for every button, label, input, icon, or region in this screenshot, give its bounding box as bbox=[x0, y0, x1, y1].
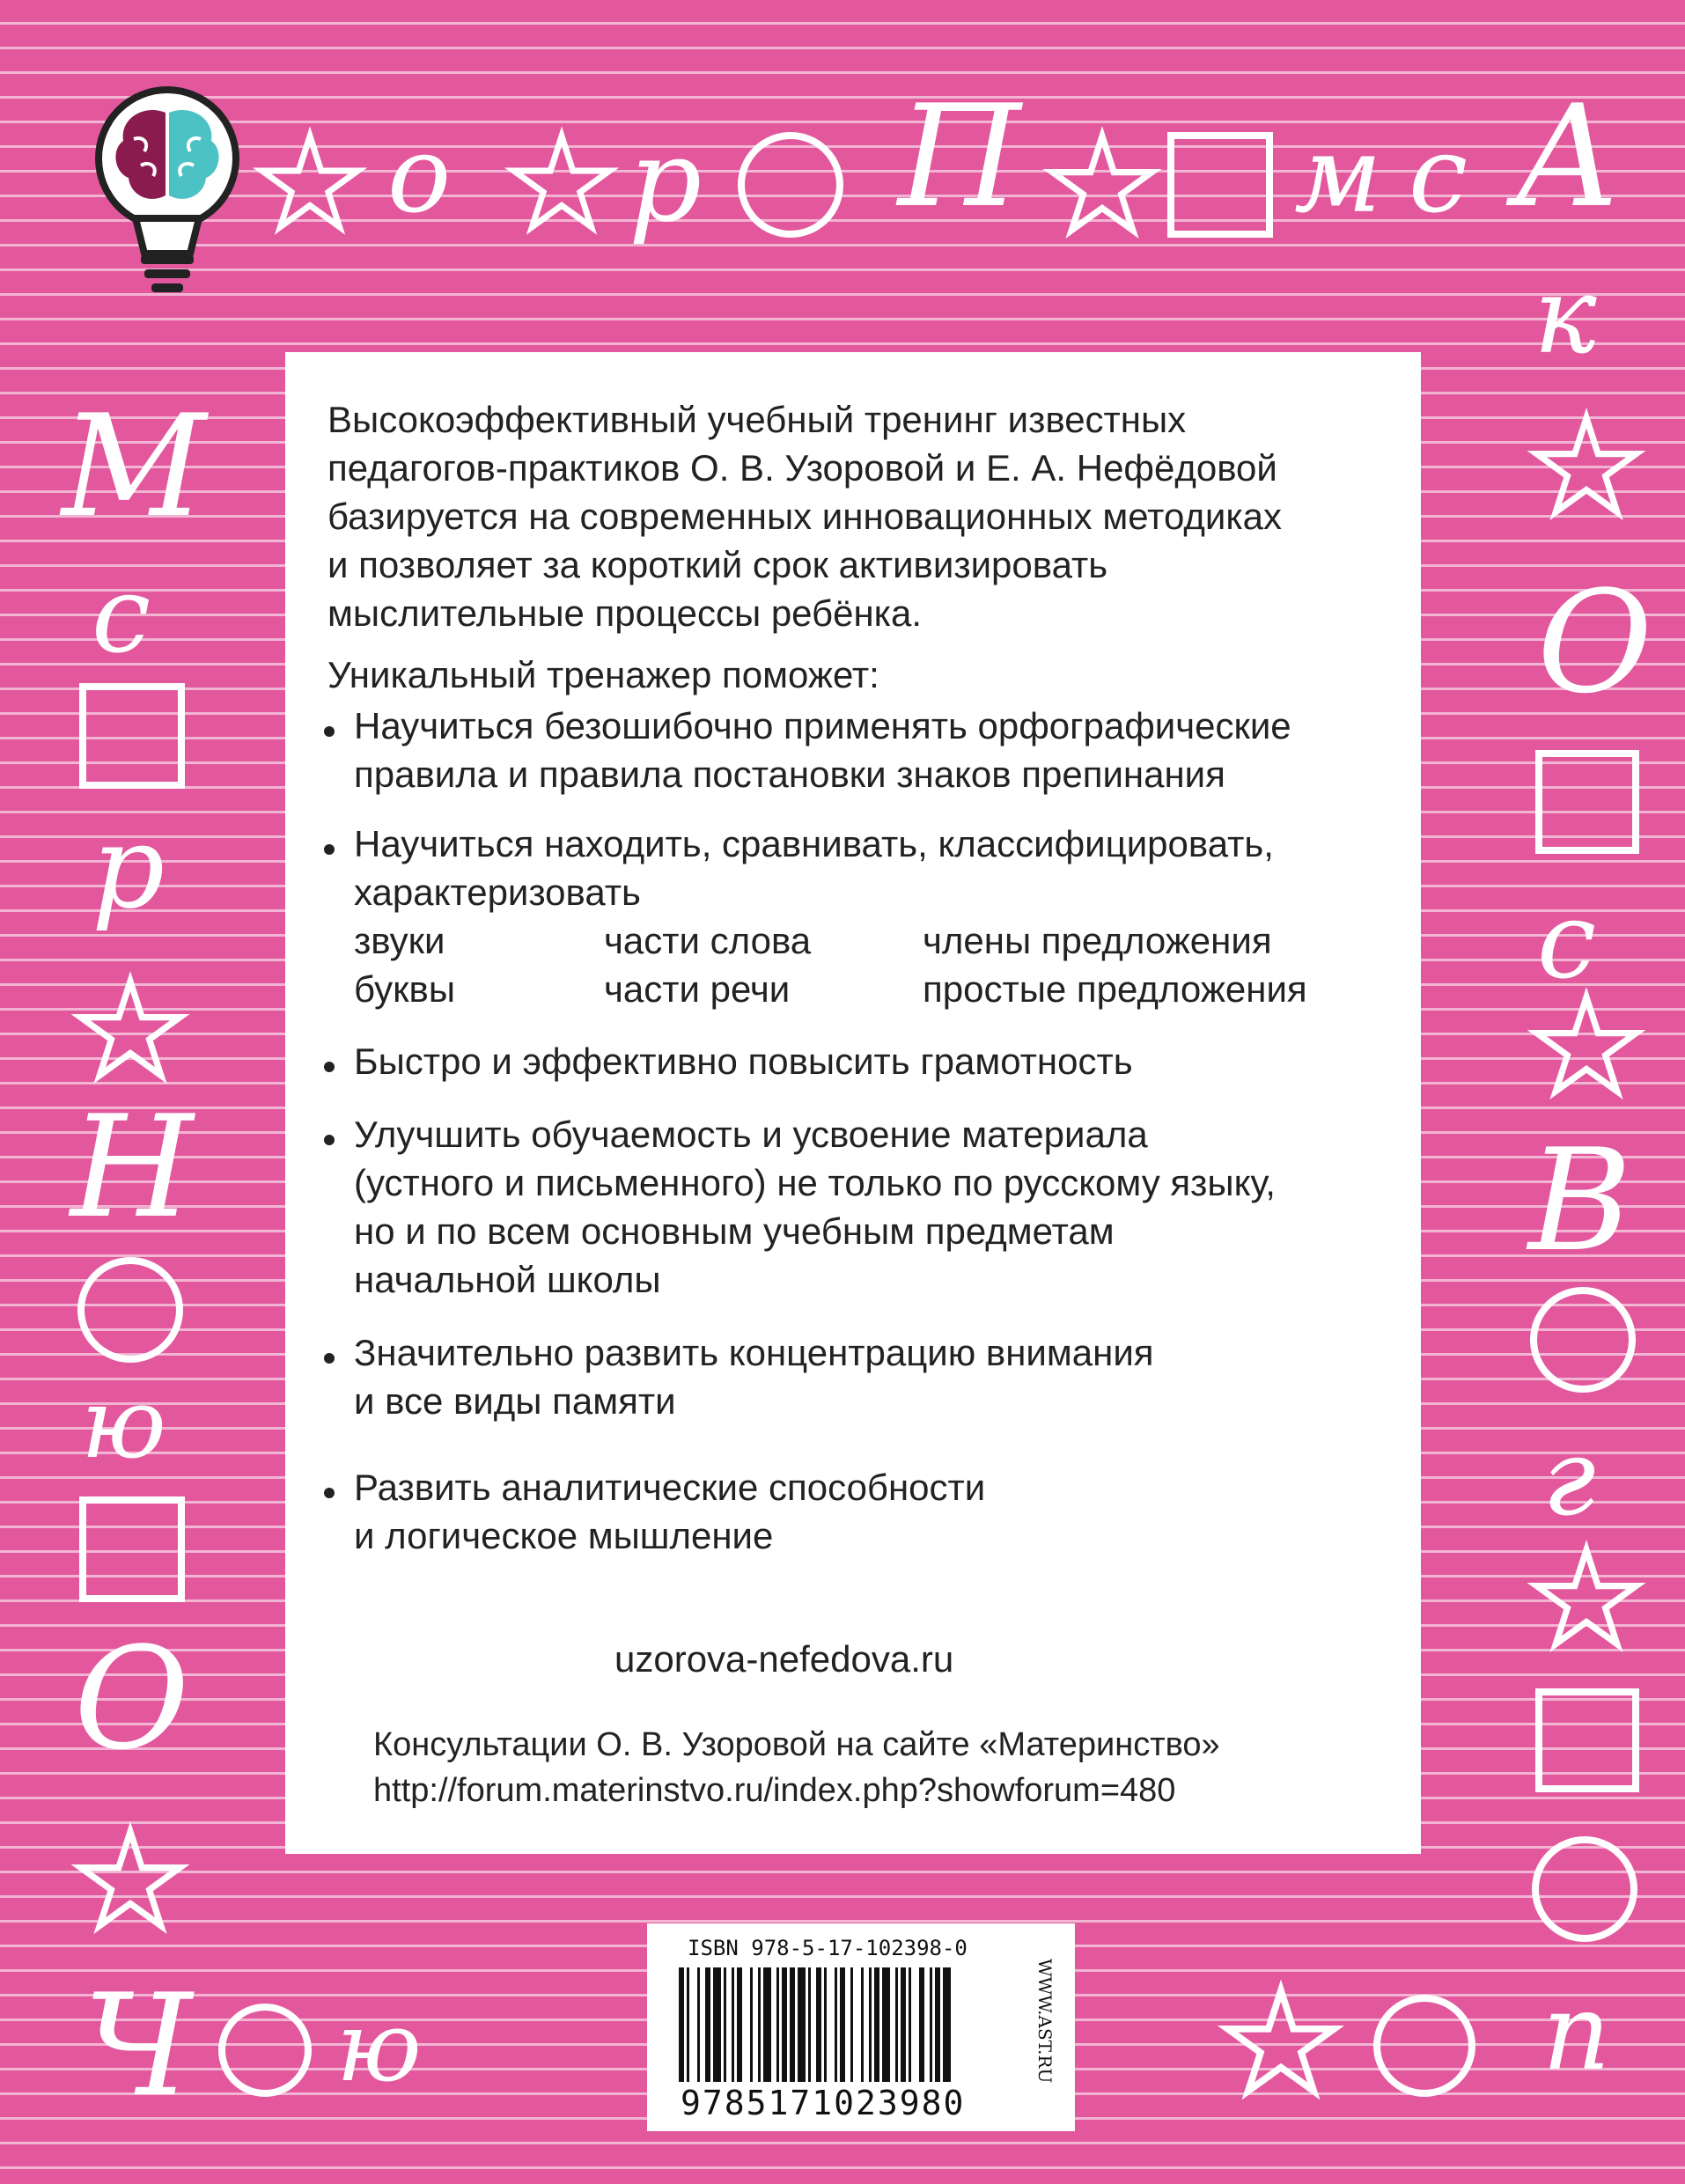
bullet-line: (устного и письменного) не только по русскому языку, bbox=[354, 1162, 1276, 1203]
circle-icon bbox=[1373, 1995, 1475, 2097]
term: части слова bbox=[604, 920, 812, 961]
consultation-text: Консультации О. В. Узоровой на сайте «Материнство» bbox=[373, 1726, 1220, 1763]
square-icon bbox=[1535, 750, 1639, 854]
top-glyph-4: м bbox=[1294, 114, 1382, 237]
left-glyph-4: Н bbox=[70, 1085, 194, 1249]
square-icon bbox=[79, 1496, 185, 1602]
star-icon bbox=[1224, 1986, 1338, 2093]
intro-line: Высокоэффективный учебный тренинг известных bbox=[327, 399, 1187, 440]
left-glyph-2: с bbox=[92, 555, 151, 677]
brain-lightbulb-icon bbox=[92, 86, 243, 298]
bullet-dot bbox=[324, 1488, 335, 1498]
top-glyph-5: с bbox=[1409, 114, 1468, 237]
website-link[interactable]: uzorova-nefedova.ru bbox=[614, 1638, 954, 1680]
square-icon bbox=[1167, 132, 1273, 238]
star-icon bbox=[509, 132, 614, 229]
right-glyph-2: О bbox=[1537, 560, 1653, 724]
bullet-dot bbox=[324, 726, 335, 737]
bullet-line: и логическое мышление bbox=[354, 1515, 774, 1556]
publisher-site: WWW.AST.RU bbox=[1034, 1959, 1056, 2084]
bullet-line: начальной школы bbox=[354, 1259, 661, 1300]
bullet-dot bbox=[324, 1353, 335, 1364]
top-glyph-6: А bbox=[1514, 74, 1622, 239]
left-glyph-6: О bbox=[74, 1616, 190, 1781]
helps-heading: Уникальный тренажер поможет: bbox=[327, 654, 879, 695]
logo bbox=[92, 86, 243, 298]
bullet-line: правила и правила постановки знаков препинания bbox=[354, 754, 1225, 795]
intro-line: педагогов-практиков О. В. Узоровой и Е. А. Нефёдовой bbox=[327, 447, 1277, 489]
left-glyph-7: Ч bbox=[83, 1963, 192, 2128]
star-icon bbox=[76, 1827, 185, 1928]
bullet-line: Развить аналитические способности bbox=[354, 1467, 986, 1508]
term: части речи bbox=[604, 968, 791, 1010]
bullet-line: но и по всем основным учебным предметам bbox=[354, 1210, 1115, 1252]
bullet-line: Быстро и эффективно повысить грамотность bbox=[354, 1041, 1133, 1082]
circle-icon bbox=[218, 2004, 312, 2097]
star-icon bbox=[1532, 993, 1641, 1093]
bullet-line: и все виды памяти bbox=[354, 1380, 676, 1422]
right-glyph-1: к bbox=[1534, 255, 1597, 378]
bullet-dot bbox=[324, 844, 335, 855]
bullet-line: Улучшить обучаемость и усвоение материала bbox=[354, 1114, 1148, 1155]
bullet-line: характеризовать bbox=[354, 871, 641, 913]
circle-icon bbox=[1532, 1836, 1637, 1942]
ean-number: 9785171023980 bbox=[681, 2084, 966, 2122]
star-icon bbox=[1532, 414, 1641, 514]
term: простые предложения bbox=[923, 968, 1307, 1010]
right-glyph-6: п bbox=[1542, 1972, 1611, 2094]
star-icon bbox=[76, 977, 185, 1077]
top-glyph-3: П bbox=[898, 74, 1021, 239]
text-panel bbox=[285, 352, 1421, 1854]
bullet-dot bbox=[324, 1062, 335, 1072]
square-icon bbox=[1535, 1688, 1639, 1792]
term: звуки bbox=[354, 920, 445, 961]
forum-link[interactable]: http://forum.materinstvo.ru/index.php?showforum=480 bbox=[373, 1772, 1176, 1809]
intro-line: базируется на современных инновационных методиках bbox=[327, 496, 1283, 537]
circle-icon bbox=[1530, 1287, 1636, 1393]
circle-icon bbox=[738, 132, 843, 238]
intro-line: и позволяет за короткий срок активизировать bbox=[327, 544, 1108, 585]
right-glyph-3: с bbox=[1537, 880, 1597, 1003]
intro-line: мыслительные процессы ребёнка. bbox=[327, 592, 922, 634]
left-glyph-5: ю bbox=[81, 1367, 166, 1480]
top-glyph-2: р bbox=[629, 114, 703, 247]
square-icon bbox=[79, 683, 185, 789]
circle-icon bbox=[77, 1257, 183, 1363]
term: члены предложения bbox=[923, 920, 1272, 961]
star-icon bbox=[257, 132, 363, 229]
bullet-dot bbox=[324, 1135, 335, 1145]
barcode-box bbox=[647, 1923, 1075, 2131]
isbn-text: ISBN 978-5-17-102398-0 bbox=[688, 1936, 968, 1960]
term: буквы bbox=[354, 968, 456, 1010]
star-icon bbox=[1048, 132, 1157, 232]
barcode-icon bbox=[679, 1967, 1031, 2082]
bullet-line: Значительно развить концентрацию внимания bbox=[354, 1332, 1154, 1373]
left-glyph-3: р bbox=[92, 800, 166, 934]
right-glyph-5: г bbox=[1542, 1417, 1596, 1540]
bullet-line: Научиться безошибочно применять орфографические bbox=[354, 705, 1291, 746]
star-icon bbox=[1532, 1546, 1641, 1646]
bullet-line: Научиться находить, сравнивать, классифицировать, bbox=[354, 823, 1274, 864]
right-glyph-4: В bbox=[1528, 1118, 1632, 1283]
left-glyph-1: М bbox=[62, 384, 206, 548]
bottom-glyph: ю bbox=[336, 1990, 422, 2103]
top-glyph-1: о bbox=[387, 114, 452, 237]
